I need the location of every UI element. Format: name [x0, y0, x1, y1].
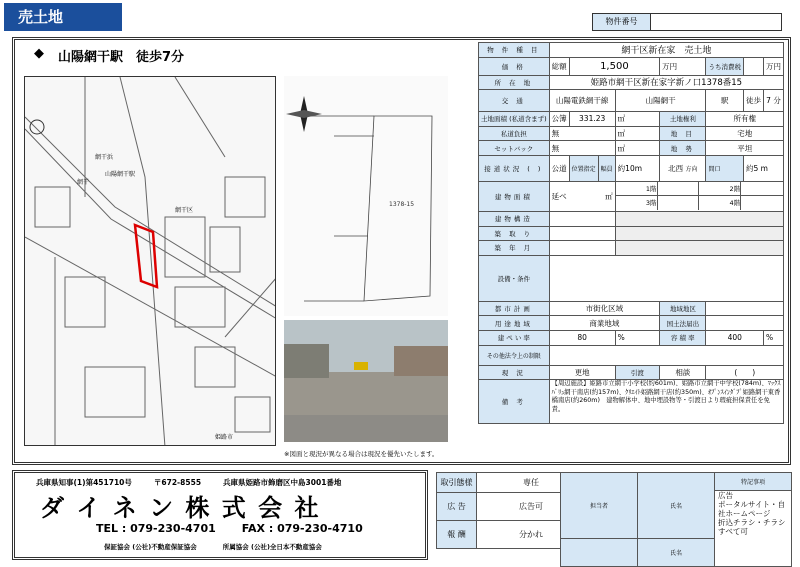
walk-minutes: 7: [766, 96, 771, 106]
ad-label: 特記事項: [715, 473, 792, 491]
building-floors: [615, 181, 783, 211]
structure-value: [549, 211, 615, 226]
road-pos-label: 位置指定: [569, 155, 598, 181]
building-total-label: 延べ: [551, 191, 567, 201]
remarks-label: 備 考: [479, 380, 550, 424]
assoc-line: [104, 542, 322, 551]
area-kind: 公簿: [549, 112, 569, 127]
property-number-box: [592, 13, 782, 31]
price-total-label: 総額: [549, 57, 569, 75]
title-value: 網干区新在家 売土地: [549, 43, 783, 58]
deliver-value: 相談: [660, 365, 706, 380]
road-width-value: 約10: [617, 163, 635, 173]
location-value: 姫路市網干区新在家字新ノ口1378番15: [549, 75, 783, 90]
deliver-label: 引渡: [615, 365, 659, 380]
road-width-label: 幅員: [598, 155, 615, 181]
other-label: その他法令上の制限: [479, 345, 550, 365]
road-width-unit: m: [634, 163, 643, 173]
status-label: 現 況: [479, 365, 550, 380]
property-number-label: 物件番号: [593, 14, 651, 30]
facilities-label: 設備・条件: [479, 255, 550, 301]
floor-3-value: [658, 196, 700, 210]
deal-label-0: 取引態様: [437, 473, 477, 493]
station-unit: 駅: [706, 90, 744, 112]
ad-line-1: ポータルサイト・自社ホームページ: [718, 500, 785, 518]
tax-value: [744, 57, 764, 75]
private-road-label: 私道負担: [479, 126, 550, 141]
building-total: [549, 181, 615, 211]
built-label: 築 年 月: [479, 241, 550, 256]
spec-table: [478, 42, 784, 424]
location-label: 所 在 地: [479, 75, 550, 90]
assoc-2: 所属協会 (公社)全日本不動産協会: [222, 543, 322, 551]
road-dir-value: 北西: [668, 163, 684, 173]
price-total: 1,500: [569, 57, 660, 75]
license: 兵庫県知事(1)第451710号: [36, 478, 132, 487]
ad-line-2: 折込チラシ・チラシ: [718, 518, 786, 527]
bcr-label: 建 ぺ い 率: [479, 330, 550, 345]
law-value: [706, 316, 784, 331]
floor-2: 2階: [699, 182, 741, 195]
deliver-paren: ( ): [706, 365, 784, 380]
north-arrow-icon: [286, 96, 322, 132]
fax: FAX : 079-230-4710: [241, 522, 363, 535]
use-zone-label: 用途地域: [479, 316, 550, 331]
road-dir: [660, 155, 706, 181]
map-label-4: 姫路市: [215, 434, 234, 441]
structure-blank: [615, 211, 783, 226]
name2-label: 氏名: [638, 539, 715, 567]
walk-value: [764, 90, 784, 112]
city-plan-label: 都市計画: [479, 301, 550, 316]
building-label: 建物面積: [479, 181, 550, 211]
tel: TEL : 079-230-4701: [96, 522, 216, 535]
built-blank: [615, 241, 783, 256]
zip: 〒672-8555: [153, 478, 202, 487]
road-front: [744, 155, 784, 181]
construction-label: 築 取 り: [479, 226, 550, 241]
person-label: 担当者: [561, 473, 638, 539]
walk-unit: 分: [773, 96, 781, 106]
far-label: 容 積 率: [660, 330, 706, 345]
deal-value-1: 広告可: [477, 493, 586, 521]
title-label: 物 件 種 目: [479, 43, 550, 58]
far-value: 400: [706, 330, 764, 345]
floor-3: 3階: [616, 196, 658, 210]
chimoku-label: 地 目: [660, 126, 706, 141]
property-marker: [135, 225, 157, 287]
deal-value-0: 専任: [477, 473, 586, 493]
floor-2-value: [741, 182, 783, 195]
ad-line-3: すべて可: [718, 527, 748, 536]
survey-svg: [284, 76, 448, 316]
road-front-label: 間口: [706, 155, 744, 181]
map-compass-icon: [30, 120, 44, 134]
tax-unit: 万円: [764, 57, 784, 75]
price-unit: 万円: [660, 57, 706, 75]
floor-1-value: [658, 182, 700, 195]
far-unit: %: [764, 330, 784, 345]
other-value: [549, 345, 783, 365]
road-label: 接道状況 ( ): [479, 155, 550, 181]
svg-text:1378-15: 1378-15: [389, 201, 415, 208]
terrain-label: 地 勢: [660, 141, 706, 156]
contact-line: [96, 522, 363, 535]
name-label: 氏名: [638, 473, 715, 539]
city-plan-value: 市街化区域: [549, 301, 660, 316]
setback-label: セットバック: [479, 141, 550, 156]
headline: [34, 46, 184, 65]
site-photo: [284, 320, 448, 442]
road-dir-suffix: 方向: [685, 165, 698, 173]
road-type: 公道: [549, 155, 569, 181]
road-width: [615, 155, 659, 181]
rights-value: 所有権: [706, 112, 784, 127]
bcr-unit: %: [615, 330, 659, 345]
private-road-unit: ㎡: [615, 126, 659, 141]
assoc-1: 保証協会 (公社)不動産保証協会: [104, 543, 197, 551]
remarks-text: 【周辺施設】姫路市立網干小学校(約601m)、姫路市立網干中学校(784m)、ﾏｯｸｽﾊﾞﾘｭ網干南店(約157m)、ｸﾘｴｲﾄ姫路網干店(約350m)、ｵﾌﾟﾝｽｲﾝﾀﾞﾌﾟ姫路網干東香橋南店(約260m) 建物解体中、地中埋設物等・引渡日より瑕疵担保責任を免責。: [549, 380, 783, 424]
road-front-unit: m: [760, 163, 768, 173]
ad-notes: [715, 491, 792, 567]
headline-text: 山陽網干駅 徒歩7分: [58, 50, 185, 65]
bcr-value: 80: [549, 330, 615, 345]
road-front-value: 約5: [746, 163, 759, 173]
bullet-icon: ◆: [34, 46, 44, 61]
construction-blank: [615, 226, 783, 241]
building-total-unit: ㎡: [605, 191, 613, 201]
construction-value: [549, 226, 615, 241]
ad-line-0: 広告: [718, 491, 733, 500]
setback-unit: ㎡: [615, 141, 659, 156]
survey-drawing: [284, 76, 448, 316]
floor-4: 4階: [699, 196, 741, 210]
area-unit: ㎡: [615, 112, 659, 127]
map-label-0: 網干: [77, 179, 90, 186]
map-footnote: ※図面と現況が異なる場合は現況を優先いたします。: [284, 450, 439, 458]
transport-line: 山陽電鉄網干線: [549, 90, 615, 112]
facilities-value: [549, 255, 783, 301]
map-label-2: 網干浜: [95, 154, 114, 161]
listing-type-tag: 売土地: [4, 3, 122, 31]
rights-label: 土地権利: [660, 112, 706, 127]
contact-table: [560, 472, 792, 557]
area-value: 331.23: [569, 112, 615, 127]
status-value: 更地: [549, 365, 615, 380]
map-drawing: [25, 77, 276, 446]
deal-label-1: 広 告: [437, 493, 477, 521]
chimoku-value: 宅地: [706, 126, 784, 141]
tax-label: うち消費税: [706, 57, 744, 75]
zone-value: [706, 301, 784, 316]
built-value: [549, 241, 615, 256]
photo-svg: [284, 320, 448, 442]
address: 兵庫県姫路市飾磨区中島3001番地: [223, 478, 342, 487]
map-label-1: 山陽網干駅: [105, 171, 136, 178]
private-road-value: 無: [549, 126, 615, 141]
company-name: ダ イ ネ ン 株 式 会 社: [40, 494, 321, 522]
area-map: [24, 76, 276, 446]
terrain-value: 平坦: [706, 141, 784, 156]
use-zone-value: 商業地域: [549, 316, 660, 331]
floor-1: 1階: [616, 182, 658, 195]
structure-label: 建物構造: [479, 211, 550, 226]
setback-value: 無: [549, 141, 615, 156]
deal-label-2: 報 酬: [437, 521, 477, 549]
walk-label: 徒歩: [744, 90, 764, 112]
area-label: 土地面積 (私道含まず): [479, 112, 550, 127]
zone-label: 地域地区: [660, 301, 706, 316]
map-label-3: 網干区: [175, 207, 194, 214]
floor-4-value: [741, 196, 783, 210]
person2-cell: [561, 539, 638, 567]
law-label: 国土法届出: [660, 316, 706, 331]
license-line: [36, 477, 341, 488]
transport-label: 交 通: [479, 90, 550, 112]
transport-station: 山陽網干: [615, 90, 706, 112]
property-number-value: [651, 14, 781, 30]
price-label: 価 格: [479, 57, 550, 75]
deal-value-2: 分かれ: [477, 521, 586, 549]
